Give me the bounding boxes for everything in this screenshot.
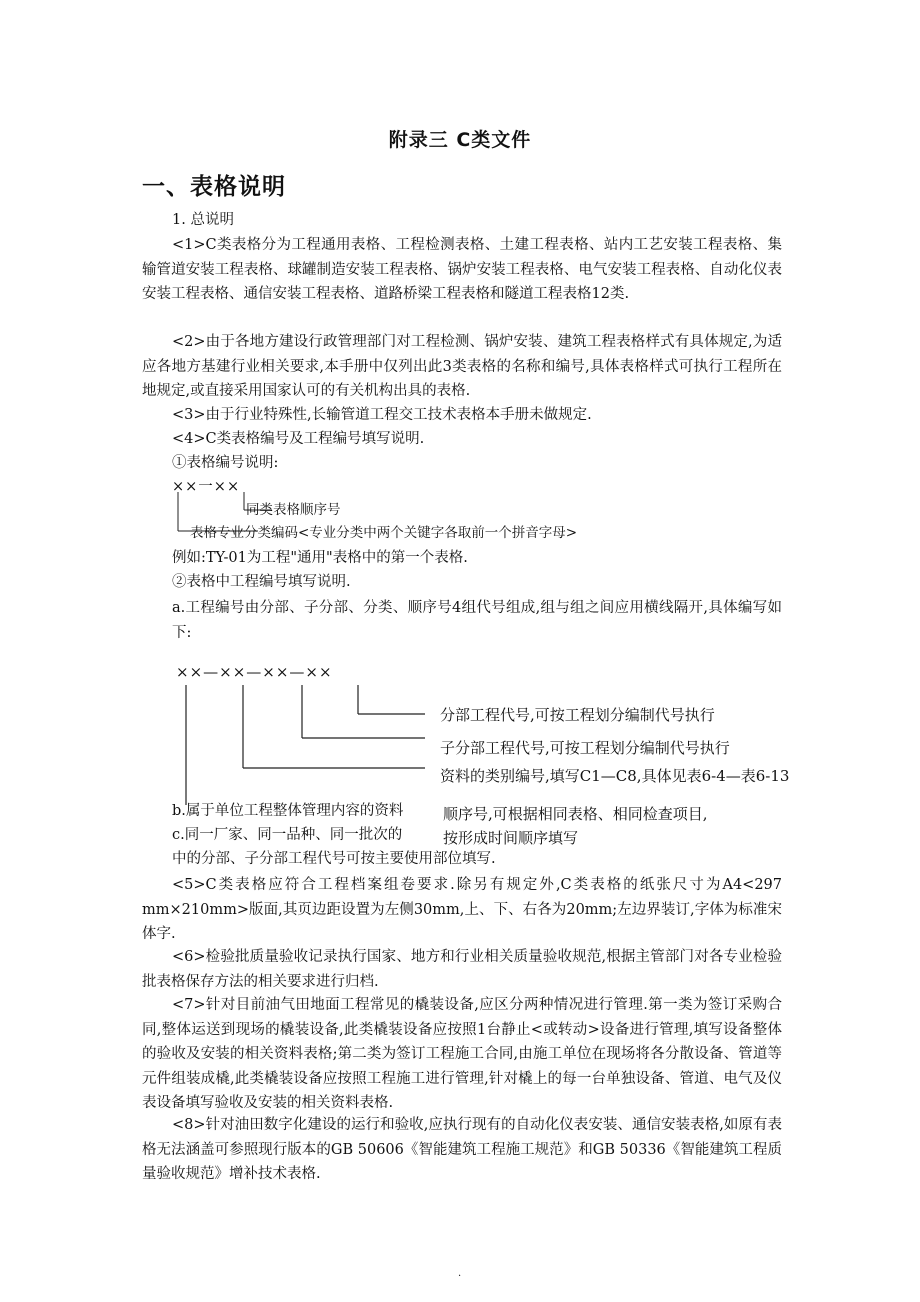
footer-mark: . xyxy=(458,1268,462,1279)
paragraph-2: <2>由于各地方建设行政管理部门对工程检测、锅炉安装、建筑工程表格样式有具体规定,为适应各地方基建行业相关要求,本手册中仅列出此3类表格的名称和编号,具体表格样式可执行工程所在地规定,或直接采用国家认可的有关机构出具的表格. xyxy=(142,334,782,399)
sub-heading: 1. 总说明 xyxy=(172,212,234,228)
paragraph-4-item-c: c.同一厂家、同一品种、同一批次的 xyxy=(172,827,403,843)
paragraph-4-item-1: ①表格编号说明: xyxy=(172,455,279,471)
example-text: 例如:TY-01为工程"通用"表格中的第一个表格. xyxy=(172,550,468,566)
paragraph-1: <1>C类表格分为工程通用表格、工程检测表格、土建工程表格、站内工艺安装工程表格、集输管道安装工程表格、球罐制造安装工程表格、锅炉安装工程表格、电气安装工程表格、自动化仪表安装工程表格、通信安装工程表格、道路桥梁工程表格和隧道工程表格12类. xyxy=(142,237,782,302)
label-category-code: 表格专业分类编码<专业分类中两个关键字各取前一个拼音字母> xyxy=(190,525,578,541)
code-pattern-2: ××—××—××—×× xyxy=(176,663,333,681)
paragraph-4-item-2: ②表格中工程编号填写说明. xyxy=(172,574,351,590)
paragraph-4: <4>C类表格编号及工程编号填写说明. xyxy=(172,431,425,447)
section-heading: 一、表格说明 xyxy=(142,174,286,200)
label-category-number: 资料的类别编号,填写C1—C8,具体见表6-4—表6-13 xyxy=(440,767,790,785)
label-sequence-line-1: 顺序号,可根据相同表格、相同检查项目, xyxy=(443,805,708,823)
paragraph-6: <6>检验批质量验收记录执行国家、地方和行业相关质量验收规范,根据主管部门对各专业检验批表格保存方法的相关要求进行归档. xyxy=(142,949,782,990)
label-sequence: 同类表格顺序号 xyxy=(246,502,341,518)
paragraph-4-item-a: a.工程编号由分部、子分部、分类、顺序号4组代号组成,组与组之间应用横线隔开,具体编写如下: xyxy=(172,600,782,641)
paragraph-4-item-b: b.属于单位工程整体管理内容的资料 xyxy=(172,803,404,819)
paragraph-3: <3>由于行业特殊性,长输管道工程交工技术表格本手册未做规定. xyxy=(172,407,592,423)
paragraph-4-item-c-cont: 中的分部、子分部工程代号可按主要使用部位填写. xyxy=(172,851,496,867)
code-pattern-1: ××一×× xyxy=(172,479,241,495)
label-subdivision-code: 子分部工程代号,可按工程划分编制代号执行 xyxy=(440,739,730,757)
paragraph-7: <7>针对目前油气田地面工程常见的橇装设备,应区分两种情况进行管理.第一类为签订采购合同,整体运送到现场的橇装设备,此类橇装设备应按照1台静止<或转动>设备进行管理,填写设备整体的验收及安装的相关资料表格;第二类为签订工程施工合同,由施工单位在现场将各分散设备、管道等元件组装成橇,此类橇装设备应按照工程施工进行管理,针对橇上的每一台单独设备、管道、电气及仪表设备填写验收及安装的相关资料表格. xyxy=(142,997,782,1111)
paragraph-5: <5>C类表格应符合工程档案组卷要求.除另有规定外,C类表格的纸张尺寸为A4<297 mm×210mm>版面,其页边距设置为左侧30mm,上、下、右各为20mm;左边界装订,字体为标准宋体字. xyxy=(142,877,782,942)
label-division-code: 分部工程代号,可按工程划分编制代号执行 xyxy=(440,706,715,724)
page-title: 附录三 C类文件 xyxy=(388,129,532,151)
paragraph-8: <8>针对油田数字化建设的运行和验收,应执行现有的自动化仪表安装、通信安装表格,如原有表格无法涵盖可参照现行版本的GB 50606《智能建筑工程施工规范》和GB 50336《智能建筑工程质量验收规范》增补技术表格. xyxy=(142,1117,782,1182)
label-sequence-line-2: 按形成时间顺序填写 xyxy=(443,829,579,847)
